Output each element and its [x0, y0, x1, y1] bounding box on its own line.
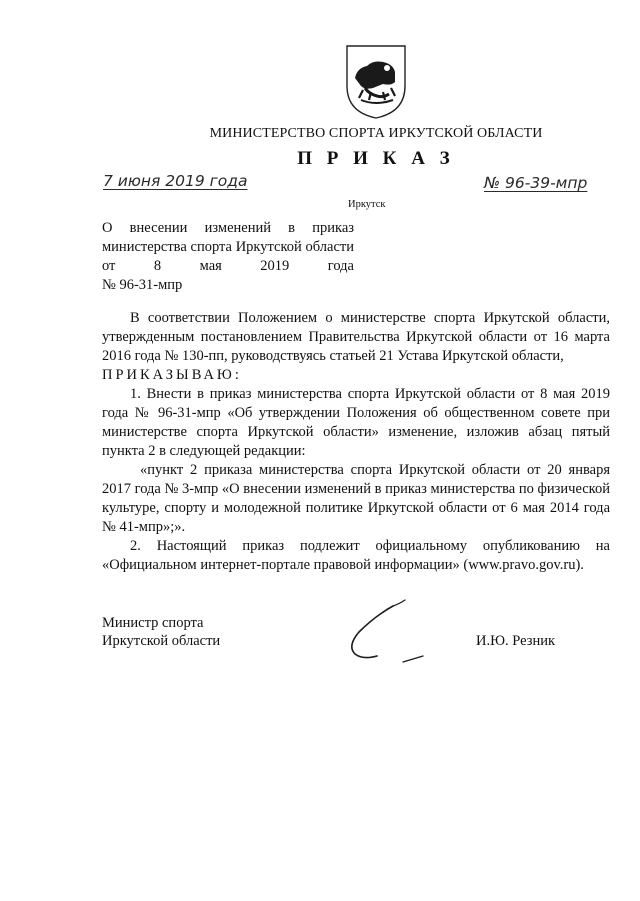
handwritten-order-number: № 96-39-мпр — [484, 174, 588, 192]
signatory-title-line-2: Иркутской области — [102, 633, 221, 649]
subject-text-last-line: № 96-31-мпр — [102, 277, 183, 293]
handwritten-date: 7 июня 2019 года — [103, 172, 248, 190]
order-body — [102, 309, 610, 575]
coat-of-arms-icon — [343, 42, 409, 120]
signatory-title-line-1: Министр спорта — [102, 615, 204, 631]
item-1-quote-paragraph: «пункт 2 приказа министерства спорта Иркутской области от 20 января 2017 года № 3-мпр «О внесении изменений в приказ министерства по физической культуре, спорту и молодежной политике Иркутской области от 6 мая 2014 года № 41-мпр»;». — [102, 462, 610, 535]
subject-text: О внесении изменений в приказ министерства спорта Иркутской области от 8 мая 2019 года — [102, 220, 354, 274]
ministry-name: МИНИСТЕРСТВО СПОРТА ИРКУТСКОЙ ОБЛАСТИ — [209, 126, 543, 141]
prikazyvayu-heading: ПРИКАЗЫВАЮ: — [102, 367, 242, 383]
handwritten-signature-icon — [345, 598, 440, 673]
document-title: П Р И К А З — [297, 148, 455, 169]
order-subject — [102, 219, 354, 295]
preamble-paragraph: В соответствии Положением о министерстве спорта Иркутской области, утвержденным постановлением Правительства Иркутской области от 16 марта 2016 года № 130-пп, руководствуясь статьей 21 Устава Иркутской области, — [102, 310, 610, 364]
item-1-paragraph: 1. Внести в приказ министерства спорта Иркутской области от 8 мая 2019 года № 96-31-мпр «Об утверждении Положения об общественном совете при министерстве спорта Иркутской области» изменение, изложив абзац пятый пункта 2 в следующей редакции: — [102, 386, 610, 459]
city-label: Иркутск — [348, 199, 386, 210]
item-2-paragraph: 2. Настоящий приказ подлежит официальному опубликованию на «Официальном интернет-портале правовой информации» (www.pravo.gov.ru). — [102, 538, 610, 573]
signatory-name: И.Ю. Резник — [476, 633, 556, 649]
